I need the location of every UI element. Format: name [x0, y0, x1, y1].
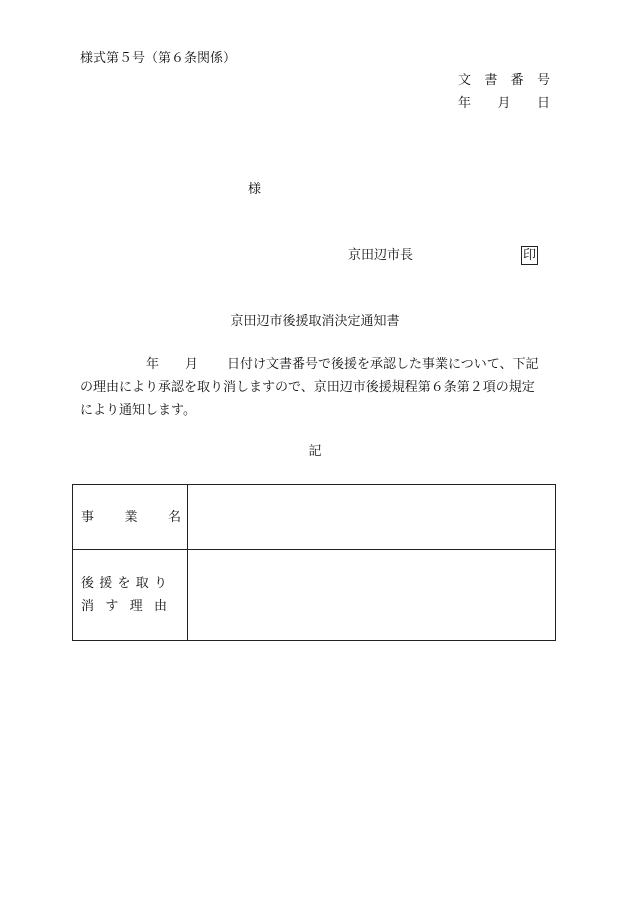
table-row-cancel-reason	[73, 550, 556, 641]
cancel-reason-label	[73, 550, 188, 641]
issuer-name: 京田辺市長	[348, 248, 414, 263]
doc-number-char: 書	[484, 73, 498, 88]
seal-mark: 印	[523, 248, 537, 263]
label-char: を	[117, 576, 131, 591]
body-line-2: の理由により承認を取り消しますので、京田辺市後援規程第６条第２項の規定	[80, 380, 535, 395]
document-title: 京田辺市後援取消決定通知書	[230, 314, 400, 329]
date-line	[458, 96, 550, 112]
doc-number-char: 号	[536, 73, 550, 88]
label-char: 援	[99, 576, 113, 591]
label-char: 業	[124, 509, 138, 525]
project-name-label	[73, 485, 188, 550]
body-year: 年	[146, 357, 160, 372]
addressee-suffix: 様	[248, 182, 262, 197]
body-line-3: により通知します。	[80, 403, 196, 418]
doc-number-char: 文	[458, 73, 472, 88]
table-row-project-name	[73, 485, 556, 550]
doc-number-char: 番	[510, 73, 524, 88]
label-char: 後	[81, 576, 95, 591]
label-char: 理	[129, 599, 143, 614]
ki-heading: 記	[308, 444, 322, 459]
label-char: す	[105, 599, 119, 614]
detail-table	[72, 484, 556, 641]
form-number: 様式第５号（第６条関係）	[80, 51, 237, 66]
label-char: 名	[167, 509, 181, 525]
label-char: 取	[135, 576, 149, 591]
label-char: り	[153, 576, 167, 591]
cancel-reason-value[interactable]	[188, 550, 556, 641]
body-line-1	[80, 353, 555, 376]
label-char: 事	[81, 509, 95, 525]
project-name-value[interactable]	[188, 485, 556, 550]
label-char: 由	[153, 599, 167, 614]
body-month: 月	[185, 357, 199, 372]
date-day: 日	[536, 96, 550, 111]
document-number-label	[458, 73, 550, 89]
date-month: 月	[497, 96, 511, 111]
body-line-1-text: 日付け文書番号で後援を承認した事業について、下記	[227, 357, 539, 372]
body-paragraph	[80, 353, 555, 422]
date-year: 年	[458, 96, 472, 111]
label-char: 消	[81, 599, 95, 614]
